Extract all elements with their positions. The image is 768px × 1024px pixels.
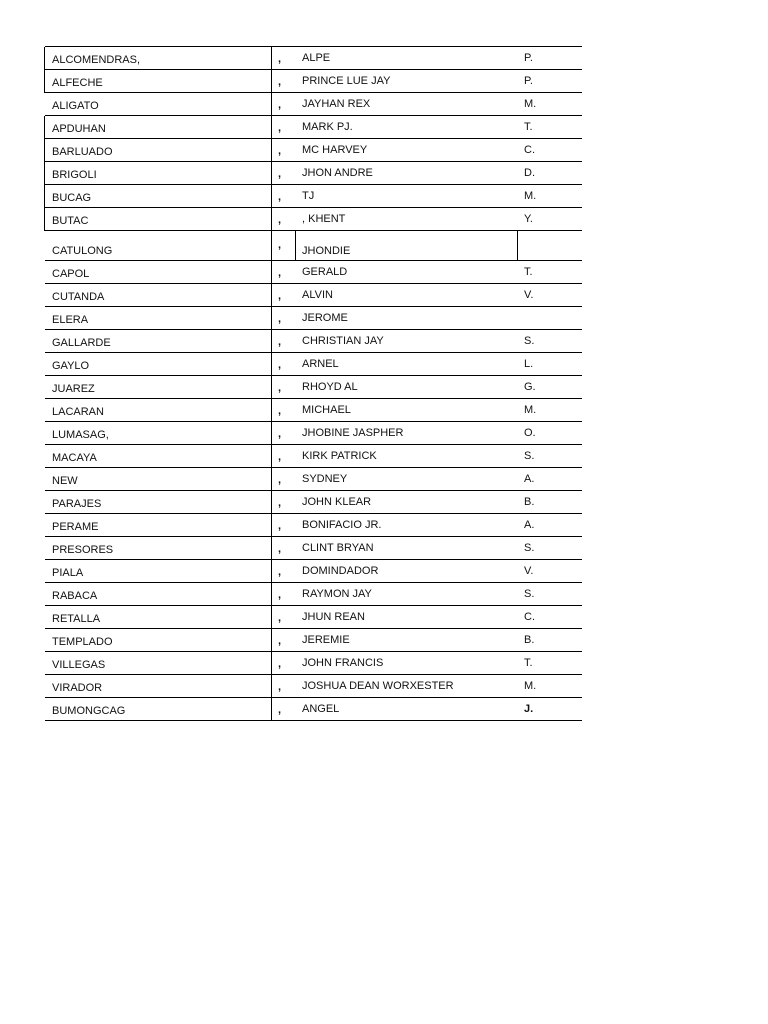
- comma-separator: ,: [278, 497, 282, 509]
- middle-initial-cell: P.: [524, 52, 533, 64]
- comma-separator: ,: [278, 451, 282, 463]
- first-name-cell: KIRK PATRICK: [302, 450, 377, 462]
- first-name-cell: PRINCE LUE JAY: [302, 75, 391, 87]
- first-name-cell: ARNEL: [302, 358, 339, 370]
- first-name-cell: CHRISTIAN JAY: [302, 335, 384, 347]
- column-divider: [271, 606, 272, 629]
- comma-separator: ,: [278, 214, 282, 226]
- column-divider: [271, 629, 272, 652]
- last-name-cell: LACARAN: [52, 406, 104, 418]
- column-divider: [271, 208, 272, 231]
- last-name-cell: ALFECHE: [52, 77, 103, 89]
- comma-separator: ,: [278, 543, 282, 555]
- table-row: [45, 376, 582, 399]
- first-name-cell: MARK PJ.: [302, 121, 353, 133]
- first-name-cell: MICHAEL: [302, 404, 351, 416]
- column-divider: [271, 422, 272, 445]
- middle-initial-divider: [517, 231, 518, 261]
- column-divider: [271, 376, 272, 399]
- table-row: [45, 537, 582, 560]
- comma-separator: ,: [278, 704, 282, 716]
- first-name-cell: JHON ANDRE: [302, 167, 373, 179]
- comma-separator: ,: [278, 635, 282, 647]
- last-name-cell: GALLARDE: [52, 337, 111, 349]
- column-divider: [271, 537, 272, 560]
- first-name-cell: TJ: [302, 190, 315, 202]
- middle-initial-cell: M.: [524, 680, 537, 692]
- middle-initial-cell: C.: [524, 144, 535, 156]
- table-row: [45, 399, 582, 422]
- comma-separator: ,: [278, 681, 282, 693]
- row-left-border: [44, 185, 45, 208]
- table-row: [45, 652, 582, 675]
- table-row: [45, 261, 582, 284]
- column-divider: [271, 583, 272, 606]
- column-divider: [271, 162, 272, 185]
- middle-initial-cell: G.: [524, 381, 536, 393]
- first-name-cell: JHOBINE JASPHER: [302, 427, 404, 439]
- last-name-cell: BUCAG: [52, 192, 92, 204]
- comma-separator: ,: [278, 359, 282, 371]
- comma-separator: ,: [278, 76, 282, 88]
- last-name-cell: BUTAC: [52, 215, 89, 227]
- table-row: [45, 116, 582, 139]
- comma-separator: ,: [278, 612, 282, 624]
- comma-separator: ,: [278, 428, 282, 440]
- last-name-cell: BUMONGCAG: [52, 705, 126, 717]
- comma-separator: ,: [278, 267, 282, 279]
- middle-initial-cell: M.: [524, 404, 537, 416]
- middle-initial-cell: V.: [524, 565, 534, 577]
- first-name-cell: JOHN FRANCIS: [302, 657, 384, 669]
- table-row: [45, 468, 582, 491]
- row-left-border: [44, 162, 45, 185]
- table-row: [45, 353, 582, 376]
- comma-separator: ,: [278, 290, 282, 302]
- row-left-border: [44, 47, 45, 70]
- table-row: [45, 208, 582, 231]
- table-row: [45, 93, 582, 116]
- first-name-cell: RAYMON JAY: [302, 588, 372, 600]
- last-name-cell: RETALLA: [52, 613, 101, 625]
- first-name-cell: JHUN REAN: [302, 611, 365, 623]
- first-name-cell: JOSHUA DEAN WORXESTER: [302, 680, 454, 692]
- first-name-cell: RHOYD AL: [302, 381, 358, 393]
- comma-separator: ,: [278, 122, 282, 134]
- middle-initial-cell: S.: [524, 335, 535, 347]
- middle-initial-cell: O.: [524, 427, 536, 439]
- comma-separator: ,: [278, 566, 282, 578]
- table-row: [45, 675, 582, 698]
- table-row: [45, 514, 582, 537]
- first-name-cell: ALPE: [302, 52, 331, 64]
- comma-separator: ,: [278, 99, 282, 111]
- last-name-cell: CAPOL: [52, 268, 90, 280]
- last-name-cell: BARLUADO: [52, 146, 113, 158]
- middle-initial-cell: T.: [524, 121, 533, 133]
- middle-initial-cell: B.: [524, 634, 535, 646]
- last-name-cell: APDUHAN: [52, 123, 106, 135]
- table-row: [45, 491, 582, 514]
- middle-initial-cell: S.: [524, 588, 535, 600]
- last-name-cell: RABACA: [52, 590, 98, 602]
- first-name-cell: ALVIN: [302, 289, 333, 301]
- table-row: [45, 422, 582, 445]
- column-divider: [271, 652, 272, 675]
- column-divider: [271, 445, 272, 468]
- comma-separator: ,: [278, 239, 282, 251]
- middle-initial-cell: M.: [524, 190, 537, 202]
- first-name-cell: JAYHAN REX: [302, 98, 371, 110]
- comma-separator: ,: [278, 520, 282, 532]
- last-name-cell: GAYLO: [52, 360, 90, 372]
- last-name-cell: ALIGATO: [52, 100, 99, 112]
- column-divider: [271, 353, 272, 376]
- table-row: [45, 162, 582, 185]
- last-name-cell: PERAME: [52, 521, 99, 533]
- student-roster-table: [45, 46, 582, 721]
- column-divider: [271, 698, 272, 721]
- table-row: [45, 231, 582, 261]
- table-row: [45, 560, 582, 583]
- comma-separator: ,: [278, 145, 282, 157]
- last-name-cell: CATULONG: [52, 245, 113, 257]
- first-name-cell: JEROME: [302, 312, 348, 324]
- middle-initial-cell: V.: [524, 289, 534, 301]
- column-divider: [271, 330, 272, 353]
- first-name-cell: MC HARVEY: [302, 144, 368, 156]
- last-name-cell: MACAYA: [52, 452, 97, 464]
- column-divider: [271, 70, 272, 93]
- first-name-cell: DOMINDADOR: [302, 565, 379, 577]
- comma-separator: ,: [278, 168, 282, 180]
- last-name-cell: PARAJES: [52, 498, 102, 510]
- last-name-cell: LUMASAG,: [52, 429, 109, 441]
- table-row: [45, 583, 582, 606]
- middle-initial-cell: D.: [524, 167, 535, 179]
- comma-separator: ,: [278, 336, 282, 348]
- last-name-cell: JUAREZ: [52, 383, 95, 395]
- middle-initial-cell: Y.: [524, 213, 533, 225]
- middle-initial-cell: A.: [524, 473, 535, 485]
- middle-initial-cell: T.: [524, 266, 533, 278]
- last-name-cell: ELERA: [52, 314, 89, 326]
- middle-initial-cell: C.: [524, 611, 535, 623]
- comma-separator: ,: [278, 53, 282, 65]
- table-row: [45, 629, 582, 652]
- table-row: [45, 47, 582, 70]
- column-divider: [271, 139, 272, 162]
- column-divider: [271, 307, 272, 330]
- last-name-cell: TEMPLADO: [52, 636, 113, 648]
- comma-separator: ,: [278, 382, 282, 394]
- row-left-border: [44, 139, 45, 162]
- middle-initial-cell: J.: [524, 703, 534, 715]
- last-name-cell: CUTANDA: [52, 291, 105, 303]
- column-divider: [271, 185, 272, 208]
- first-name-divider: [295, 231, 296, 261]
- column-divider: [271, 47, 272, 70]
- column-divider: [271, 514, 272, 537]
- column-divider: [271, 491, 272, 514]
- column-divider: [271, 675, 272, 698]
- column-divider: [271, 231, 272, 261]
- first-name-cell: JEREMIE: [302, 634, 350, 646]
- row-left-border: [44, 208, 45, 231]
- table-row: [45, 70, 582, 93]
- row-left-border: [44, 70, 45, 93]
- comma-separator: ,: [278, 313, 282, 325]
- last-name-cell: BRIGOLI: [52, 169, 97, 181]
- column-divider: [271, 560, 272, 583]
- row-left-border: [44, 116, 45, 139]
- comma-separator: ,: [278, 658, 282, 670]
- column-divider: [271, 93, 272, 116]
- table-row: [45, 330, 582, 353]
- comma-separator: ,: [278, 405, 282, 417]
- last-name-cell: VILLEGAS: [52, 659, 106, 671]
- middle-initial-cell: S.: [524, 542, 535, 554]
- first-name-cell: GERALD: [302, 266, 348, 278]
- middle-initial-cell: T.: [524, 657, 533, 669]
- column-divider: [271, 468, 272, 491]
- middle-initial-cell: P.: [524, 75, 533, 87]
- column-divider: [271, 284, 272, 307]
- first-name-cell: ANGEL: [302, 703, 340, 715]
- column-divider: [271, 261, 272, 284]
- middle-initial-cell: S.: [524, 450, 535, 462]
- column-divider: [271, 399, 272, 422]
- last-name-cell: NEW: [52, 475, 78, 487]
- first-name-cell: JOHN KLEAR: [302, 496, 372, 508]
- first-name-cell: JHONDIE: [302, 245, 351, 257]
- comma-separator: ,: [278, 589, 282, 601]
- table-row: [45, 606, 582, 629]
- first-name-cell: , KHENT: [302, 213, 346, 225]
- last-name-cell: VIRADOR: [52, 682, 103, 694]
- comma-separator: ,: [278, 474, 282, 486]
- middle-initial-cell: A.: [524, 519, 535, 531]
- first-name-cell: SYDNEY: [302, 473, 348, 485]
- table-row: [45, 445, 582, 468]
- table-row: [45, 284, 582, 307]
- column-divider: [271, 116, 272, 139]
- comma-separator: ,: [278, 191, 282, 203]
- middle-initial-cell: L.: [524, 358, 534, 370]
- last-name-cell: ALCOMENDRAS,: [52, 54, 141, 66]
- last-name-cell: PIALA: [52, 567, 84, 579]
- middle-initial-cell: M.: [524, 98, 537, 110]
- table-row: [45, 698, 582, 721]
- last-name-cell: PRESORES: [52, 544, 114, 556]
- table-row: [45, 307, 582, 330]
- first-name-cell: BONIFACIO JR.: [302, 519, 382, 531]
- table-row: [45, 185, 582, 208]
- first-name-cell: CLINT BRYAN: [302, 542, 374, 554]
- table-row: [45, 139, 582, 162]
- middle-initial-cell: B.: [524, 496, 535, 508]
